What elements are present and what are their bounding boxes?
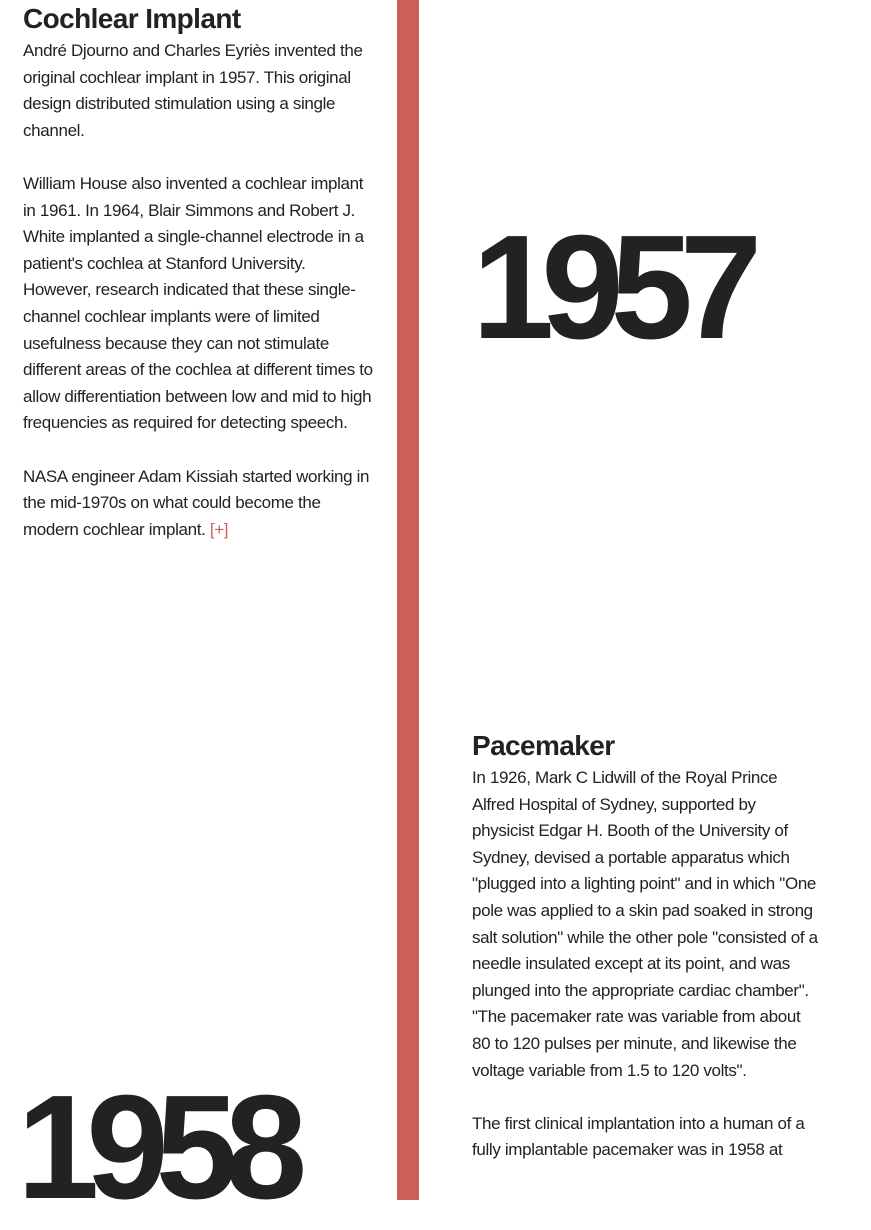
cochlear-paragraph-1: André Djourno and Charles Eyriès invented the original cochlear implant in 1957. This original design distributed stimulation using a single channel. [23, 41, 363, 140]
pacemaker-paragraph-1: In 1926, Mark C Lidwill of the Royal Prince Alfred Hospital of Sydney, supported by physicist Edgar H. Booth of the University of Sydney, devised a portable apparatus which "plugged into a lighting point" and in which "One pole was applied to a skin pad soaked in strong salt solution" while the other pole "consisted of a needle insulated except at its point, and was plunged into the appropriate cardiac chamber". "The pacemaker rate was variable from about 80 to 120 pulses per minute, and likewise the voltage variable from 1.5 to 120 volts". [472, 768, 818, 1080]
cochlear-paragraph-3 [23, 464, 373, 544]
cochlear-implant-section [23, 0, 373, 570]
pacemaker-section [472, 727, 822, 1191]
pacemaker-title: Pacemaker [472, 730, 615, 761]
year-1958-label: 1958 [17, 1065, 295, 1230]
cochlear-paragraph-3-text: NASA engineer Adam Kissiah started working in the mid-1970s on what could become the modern cochlear implant. [23, 466, 370, 539]
read-more-link[interactable]: [+] [209, 519, 229, 539]
cochlear-paragraph-2: William House also invented a cochlear implant in 1961. In 1964, Blair Simmons and Robert J. White implanted a single-channel electrode in a patient's cochlea at Stanford University. However, research indicated that these single-channel cochlear implants were of limited usefulness because they can not stimulate different areas of the cochlea at different times to allow differentiation between low and mid to high frequencies as required for detecting speech. [23, 173, 373, 433]
cochlear-implant-title: Cochlear Implant [23, 3, 241, 34]
pacemaker-paragraph-2: The first clinical implantation into a human of a fully implantable pacemaker was in 1958 at [472, 1113, 805, 1160]
timeline-divider [397, 0, 419, 1200]
year-1957-label: 1957 [472, 205, 750, 370]
